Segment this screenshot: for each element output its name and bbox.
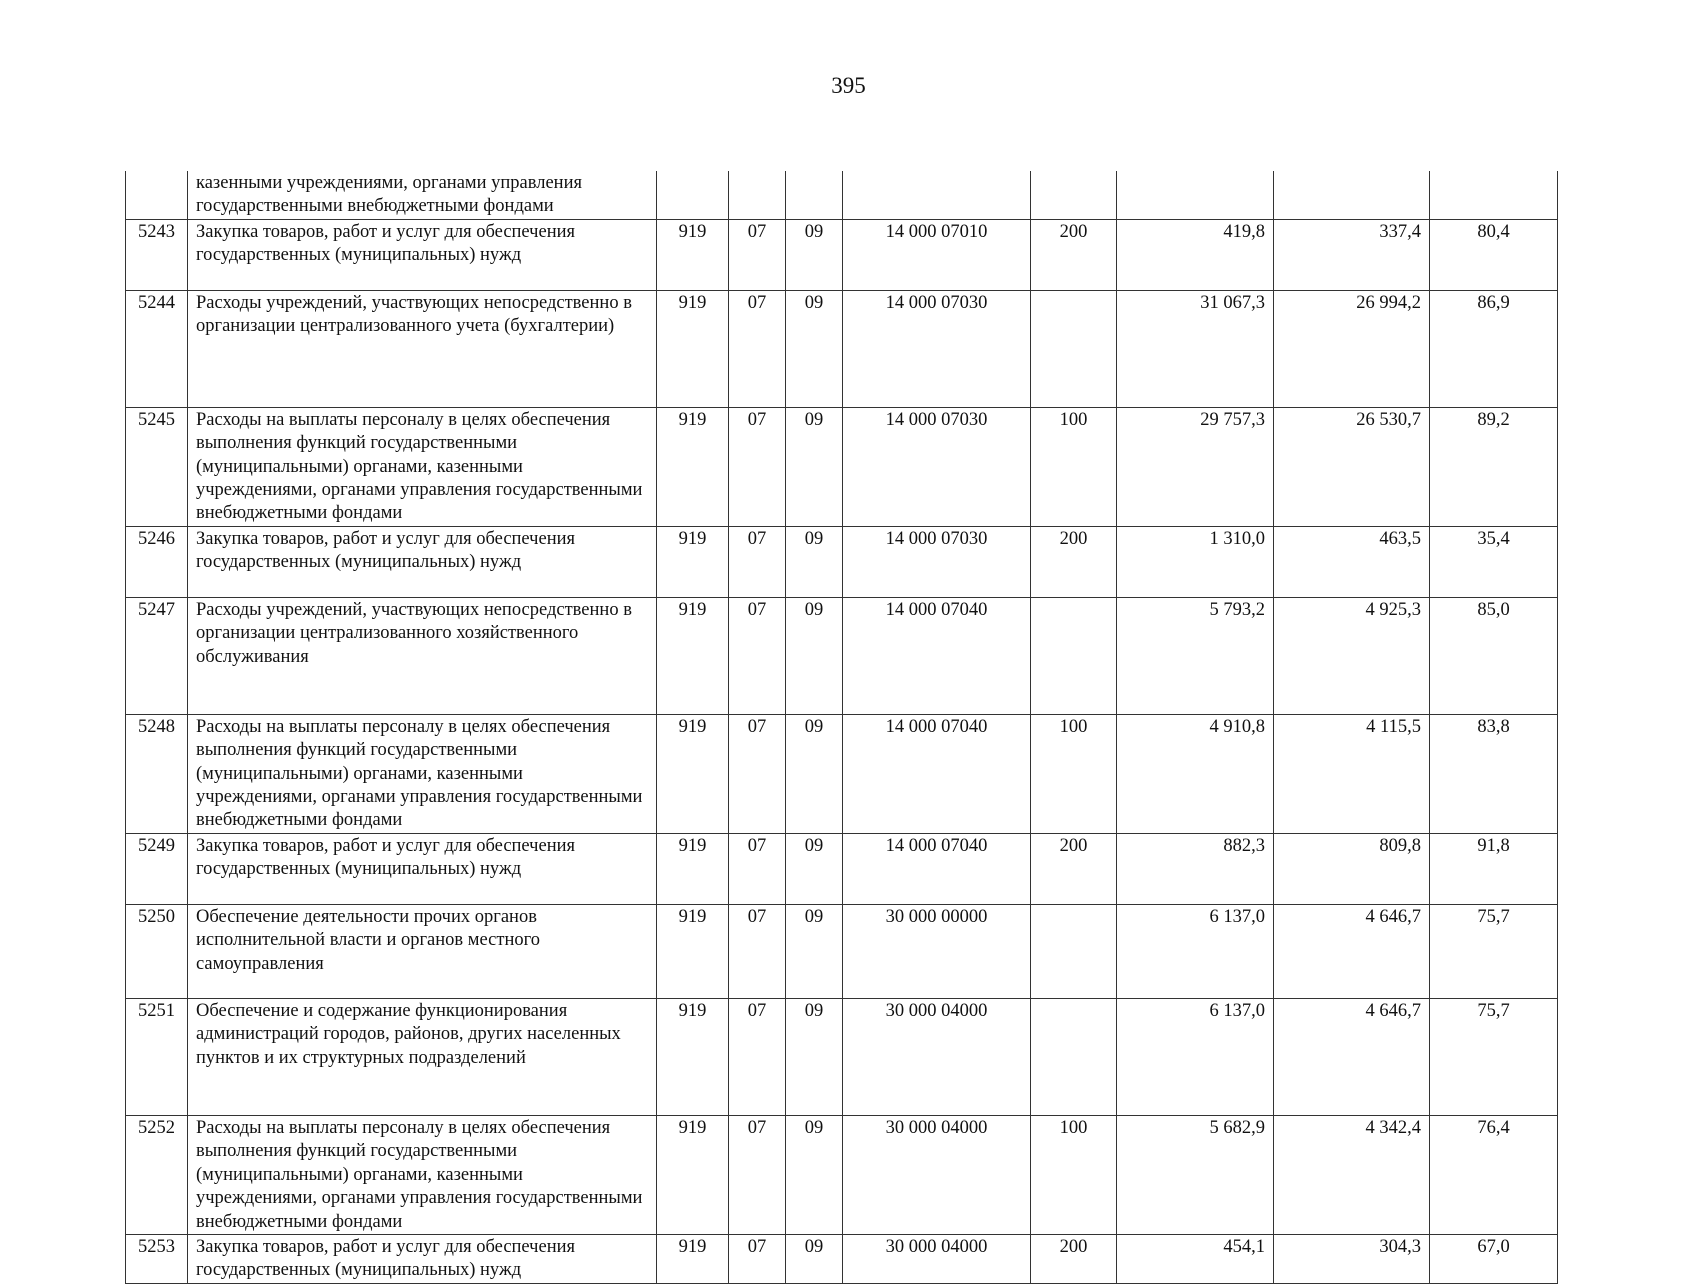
- cell-pct: 67,0: [1430, 1234, 1558, 1283]
- cell-plan: 4 910,8: [1117, 714, 1274, 833]
- page-number: 395: [831, 73, 866, 98]
- cell-ved: 919: [657, 407, 729, 526]
- cell-ved: [657, 171, 729, 219]
- cell-ved: 919: [657, 526, 729, 597]
- cell-vr: [1031, 290, 1117, 407]
- cell-name: Обеспечение деятельности прочих органов исполнительной власти и органов местного самоуправления: [188, 904, 657, 998]
- cell-num: 5253: [126, 1234, 188, 1283]
- cell-num: 5252: [126, 1115, 188, 1234]
- table-row: [126, 219, 1558, 290]
- cell-rz: 07: [729, 904, 786, 998]
- cell-vr: [1031, 904, 1117, 998]
- cell-pr: 09: [786, 219, 843, 290]
- cell-pr: 09: [786, 1234, 843, 1283]
- cell-vr: 200: [1031, 1234, 1117, 1283]
- cell-num: 5246: [126, 526, 188, 597]
- cell-csr: 30 000 00000: [843, 904, 1031, 998]
- cell-fact: 304,3: [1274, 1234, 1430, 1283]
- cell-fact: 463,5: [1274, 526, 1430, 597]
- table-row: [126, 526, 1558, 597]
- cell-rz: 07: [729, 290, 786, 407]
- cell-csr: 30 000 04000: [843, 998, 1031, 1115]
- cell-ved: 919: [657, 1115, 729, 1234]
- cell-rz: 07: [729, 833, 786, 904]
- cell-vr: 200: [1031, 219, 1117, 290]
- table-row: [126, 833, 1558, 904]
- cell-pct: 91,8: [1430, 833, 1558, 904]
- cell-pct: 76,4: [1430, 1115, 1558, 1234]
- cell-pct: 89,2: [1430, 407, 1558, 526]
- cell-vr: 100: [1031, 407, 1117, 526]
- table-body: [126, 171, 1558, 1283]
- cell-fact: 4 925,3: [1274, 597, 1430, 714]
- cell-pct: 83,8: [1430, 714, 1558, 833]
- cell-pct: 85,0: [1430, 597, 1558, 714]
- table-row: [126, 714, 1558, 833]
- cell-fact: 26 530,7: [1274, 407, 1430, 526]
- cell-csr: 14 000 07040: [843, 597, 1031, 714]
- cell-rz: 07: [729, 1115, 786, 1234]
- cell-rz: 07: [729, 407, 786, 526]
- cell-name: Расходы на выплаты персоналу в целях обеспечения выполнения функций государственными (муниципальными) органами, казенными учреждениями, органами управления государственными внебюджетными фондами: [188, 714, 657, 833]
- table-row: [126, 1234, 1558, 1283]
- cell-name: Закупка товаров, работ и услуг для обеспечения государственных (муниципальных) нужд: [188, 219, 657, 290]
- cell-num: 5243: [126, 219, 188, 290]
- table-row-continued: [126, 171, 1558, 219]
- cell-csr: 30 000 04000: [843, 1234, 1031, 1283]
- cell-num: 5251: [126, 998, 188, 1115]
- cell-plan: 29 757,3: [1117, 407, 1274, 526]
- cell-plan: 31 067,3: [1117, 290, 1274, 407]
- cell-name: казенными учреждениями, органами управления государственными внебюджетными фондами: [188, 171, 657, 219]
- cell-ved: 919: [657, 219, 729, 290]
- table-row: [126, 998, 1558, 1115]
- cell-name: Обеспечение и содержание функционирования администраций городов, районов, других населенных пунктов и их структурных подразделений: [188, 998, 657, 1115]
- cell-pct: 75,7: [1430, 998, 1558, 1115]
- cell-vr: [1031, 597, 1117, 714]
- cell-fact: 4 646,7: [1274, 904, 1430, 998]
- cell-pct: 86,9: [1430, 290, 1558, 407]
- cell-ved: 919: [657, 714, 729, 833]
- cell-pr: 09: [786, 597, 843, 714]
- cell-pr: 09: [786, 833, 843, 904]
- cell-name: Расходы на выплаты персоналу в целях обеспечения выполнения функций государственными (муниципальными) органами, казенными учреждениями, органами управления государственными внебюджетными фондами: [188, 1115, 657, 1234]
- cell-vr: 200: [1031, 526, 1117, 597]
- cell-pr: 09: [786, 526, 843, 597]
- cell-rz: 07: [729, 714, 786, 833]
- cell-plan: [1117, 171, 1274, 219]
- cell-num: 5244: [126, 290, 188, 407]
- cell-csr: 14 000 07040: [843, 833, 1031, 904]
- cell-rz: 07: [729, 998, 786, 1115]
- cell-csr: 14 000 07030: [843, 407, 1031, 526]
- table-row: [126, 1115, 1558, 1234]
- cell-plan: 419,8: [1117, 219, 1274, 290]
- cell-csr: 30 000 04000: [843, 1115, 1031, 1234]
- cell-name: Расходы на выплаты персоналу в целях обеспечения выполнения функций государственными (муниципальными) органами, казенными учреждениями, органами управления государственными внебюджетными фондами: [188, 407, 657, 526]
- cell-ved: 919: [657, 998, 729, 1115]
- cell-name: Закупка товаров, работ и услуг для обеспечения государственных (муниципальных) нужд: [188, 526, 657, 597]
- table-row: [126, 597, 1558, 714]
- cell-pr: 09: [786, 290, 843, 407]
- cell-num: [126, 171, 188, 219]
- cell-num: 5249: [126, 833, 188, 904]
- cell-ved: 919: [657, 833, 729, 904]
- cell-rz: [729, 171, 786, 219]
- cell-vr: [1031, 998, 1117, 1115]
- cell-pct: [1430, 171, 1558, 219]
- cell-name: Закупка товаров, работ и услуг для обеспечения государственных (муниципальных) нужд: [188, 833, 657, 904]
- cell-name: Закупка товаров, работ и услуг для обеспечения государственных (муниципальных) нужд: [188, 1234, 657, 1283]
- cell-num: 5248: [126, 714, 188, 833]
- cell-plan: 1 310,0: [1117, 526, 1274, 597]
- cell-pr: 09: [786, 998, 843, 1115]
- cell-pr: [786, 171, 843, 219]
- cell-csr: 14 000 07010: [843, 219, 1031, 290]
- cell-vr: [1031, 171, 1117, 219]
- cell-plan: 5 793,2: [1117, 597, 1274, 714]
- cell-pct: 75,7: [1430, 904, 1558, 998]
- cell-ved: 919: [657, 1234, 729, 1283]
- cell-plan: 6 137,0: [1117, 998, 1274, 1115]
- cell-ved: 919: [657, 597, 729, 714]
- cell-num: 5247: [126, 597, 188, 714]
- table-row: [126, 407, 1558, 526]
- cell-pct: 80,4: [1430, 219, 1558, 290]
- cell-name: Расходы учреждений, участвующих непосредственно в организации централизованного хозяйственного обслуживания: [188, 597, 657, 714]
- cell-pr: 09: [786, 904, 843, 998]
- cell-csr: 14 000 07030: [843, 526, 1031, 597]
- cell-csr: [843, 171, 1031, 219]
- cell-pr: 09: [786, 407, 843, 526]
- cell-ved: 919: [657, 290, 729, 407]
- cell-fact: 26 994,2: [1274, 290, 1430, 407]
- cell-fact: 4 342,4: [1274, 1115, 1430, 1234]
- cell-pr: 09: [786, 1115, 843, 1234]
- cell-fact: 809,8: [1274, 833, 1430, 904]
- cell-vr: 200: [1031, 833, 1117, 904]
- cell-name: Расходы учреждений, участвующих непосредственно в организации централизованного учета (бухгалтерии): [188, 290, 657, 407]
- cell-plan: 454,1: [1117, 1234, 1274, 1283]
- cell-fact: 337,4: [1274, 219, 1430, 290]
- cell-num: 5250: [126, 904, 188, 998]
- cell-rz: 07: [729, 1234, 786, 1283]
- cell-plan: 5 682,9: [1117, 1115, 1274, 1234]
- cell-vr: 100: [1031, 714, 1117, 833]
- cell-num: 5245: [126, 407, 188, 526]
- cell-fact: [1274, 171, 1430, 219]
- cell-csr: 14 000 07030: [843, 290, 1031, 407]
- cell-pct: 35,4: [1430, 526, 1558, 597]
- table-row: [126, 904, 1558, 998]
- cell-fact: 4 115,5: [1274, 714, 1430, 833]
- budget-table: [125, 171, 1558, 1284]
- cell-pr: 09: [786, 714, 843, 833]
- cell-fact: 4 646,7: [1274, 998, 1430, 1115]
- cell-ved: 919: [657, 904, 729, 998]
- cell-plan: 882,3: [1117, 833, 1274, 904]
- table-row: [126, 290, 1558, 407]
- cell-csr: 14 000 07040: [843, 714, 1031, 833]
- cell-rz: 07: [729, 526, 786, 597]
- cell-rz: 07: [729, 219, 786, 290]
- cell-plan: 6 137,0: [1117, 904, 1274, 998]
- cell-vr: 100: [1031, 1115, 1117, 1234]
- cell-rz: 07: [729, 597, 786, 714]
